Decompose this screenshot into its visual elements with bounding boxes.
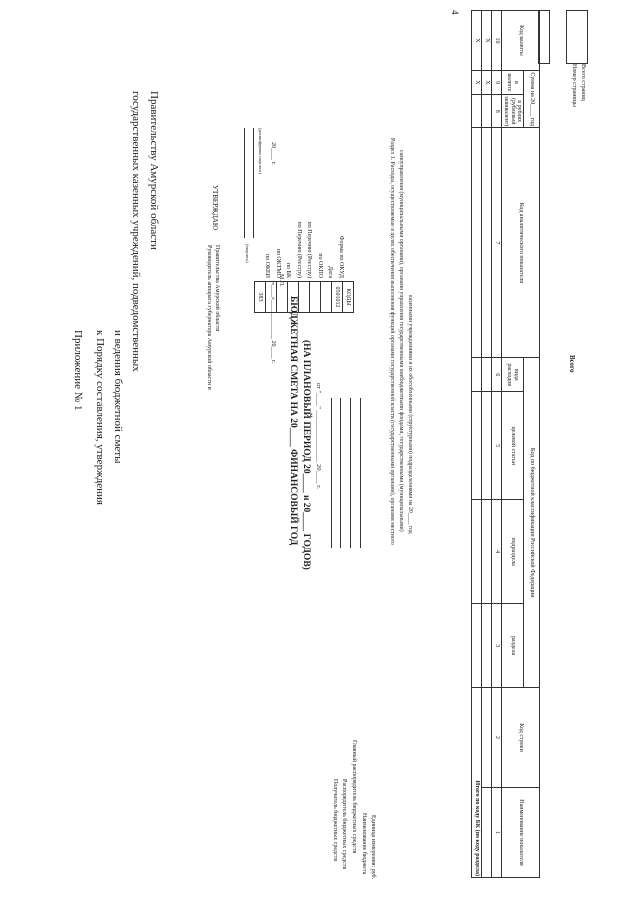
codes-value: 383	[255, 282, 266, 313]
info-line: Единица измерения: руб.	[370, 815, 376, 880]
appendix-title: Приложение № 1	[72, 330, 84, 411]
col-number: 4	[492, 500, 502, 604]
signature-caption: (подпись)	[245, 244, 250, 263]
approve-date: 20____ г.	[270, 142, 276, 165]
cell	[472, 500, 482, 604]
codes-label: Дата	[327, 266, 334, 278]
appendix-line: государственных казенных учреждений, подведомственных	[130, 91, 142, 372]
section-line: самоуправления (муниципальными органами), органами управления государственными внебюджетными фондами, государственными (муниципальными)	[398, 150, 404, 532]
cell-x: X	[472, 70, 482, 94]
info-underline	[350, 398, 351, 548]
cell	[472, 128, 482, 358]
stamp-place: М.П.	[278, 274, 284, 287]
itogo-row	[472, 11, 482, 878]
cell	[482, 358, 492, 392]
codes-value	[266, 282, 277, 313]
approve-line: Руководитель аппарата губернатора Амурской области и	[206, 245, 212, 390]
col-header-podrazdel: подраздела	[502, 500, 524, 604]
col-header-vid: вида расходов	[502, 358, 524, 392]
codes-label: по Перечню (Реестру)	[306, 221, 313, 278]
codes-labels	[260, 170, 344, 278]
cell	[472, 604, 482, 688]
col-number: 9	[492, 70, 502, 94]
col-header-sum: Сумма на 20____ год	[524, 70, 540, 127]
col-header-razdel: раздела	[502, 604, 524, 688]
table-row	[482, 11, 492, 878]
codes-value	[310, 282, 321, 313]
codes-value	[321, 282, 332, 313]
col-number: 5	[492, 392, 502, 500]
cell-x: X	[482, 11, 492, 71]
cell	[472, 94, 482, 128]
section-line: Раздел 1. Расходы, осуществляемые в целях обеспечения выполнения функций органами государственной власти (государственными органами), органами местного	[389, 138, 395, 545]
cell-x: X	[472, 11, 482, 71]
col-number: 8	[492, 94, 502, 128]
cell	[472, 392, 482, 500]
col-number: 2	[492, 688, 502, 788]
col-header-analytic: Код аналитического показателя	[502, 128, 540, 358]
itogo-label: Итого по коду БК (по коду раздела)	[472, 688, 482, 878]
vsego-label: Всего	[568, 355, 576, 373]
col-number: 3	[492, 604, 502, 688]
codes-label: по ОКПО	[317, 253, 323, 278]
cell	[472, 358, 482, 392]
vsego-box	[538, 10, 550, 64]
col-header-currency: в валюте	[502, 70, 524, 94]
cell	[482, 500, 492, 604]
info-underline	[360, 398, 361, 548]
codes-label: по БК	[285, 262, 292, 278]
codes-label: по Перечню (Реестру)	[296, 221, 302, 278]
page-number: 4	[450, 10, 460, 15]
codes-table	[254, 281, 354, 313]
page-number-label: Номер страницы	[571, 64, 577, 107]
col-header-currency-code: Код валюты	[502, 11, 540, 71]
col-number: 6	[492, 358, 502, 392]
title-line: БЮДЖЕТНАЯ СМЕТА НА 20____ ФИНАНСОВЫЙ ГОД	[288, 296, 298, 546]
cell	[482, 128, 492, 358]
codes-value	[288, 282, 299, 313]
codes-value	[299, 282, 310, 313]
info-underline	[340, 398, 341, 548]
col-number: 1	[492, 787, 502, 877]
codes-value: 0501012	[332, 282, 343, 313]
section-line: казенными учреждениями и их обособленными (структурными) подразделениями на 20____ год	[407, 295, 413, 534]
pages-total-label: Всего страниц	[580, 64, 586, 101]
col-header-stat: целевой статьи	[502, 392, 524, 500]
codes-header: КОДЫ	[343, 282, 354, 313]
col-header-row-code: Код строки	[502, 688, 540, 788]
decode-caption: (расшифровка подписи)	[258, 128, 263, 174]
cell-x: X	[482, 70, 492, 94]
codes-value	[277, 282, 288, 313]
cell	[482, 392, 492, 500]
col-header-bk: Код по бюджетной классификации Российской Федерации	[524, 358, 540, 688]
approve-date-full: «____»_____________ 20____ г.	[270, 282, 276, 364]
info-underline	[331, 398, 332, 548]
info-line: Главный распорядитель бюджетных средств	[351, 740, 357, 854]
approve-line: Правительства Амурской области	[214, 245, 220, 332]
col-number: 7	[492, 128, 502, 358]
info-line: Распорядитель бюджетных средств	[341, 779, 347, 870]
col-header-name: Наименование показателя	[502, 787, 540, 877]
info-line: Получатель бюджетных средств	[332, 779, 338, 862]
cell	[482, 787, 492, 877]
page-count-box	[566, 10, 588, 64]
cell	[482, 688, 492, 788]
appendix-line: к Порядку составления, утверждения	[94, 330, 106, 505]
cell	[482, 604, 492, 688]
codes-label: по ОКЕИ	[264, 253, 271, 278]
appendix-line: Правительству Амурской области	[148, 91, 160, 250]
signature-line	[244, 128, 245, 238]
title-line: (НА ПЛАНОВЫЙ ПЕРИОД 20____ и 20____ ГОДОВ)	[301, 340, 311, 570]
appendix-line: и ведения бюджетной сметы	[112, 330, 124, 464]
col-header-rub: в рублях (рублевый эквивалент)	[503, 95, 523, 127]
expenses-table	[471, 10, 540, 878]
info-line: Наименование бюджета	[361, 813, 367, 875]
codes-label: Форма по ОКУД	[338, 235, 344, 278]
decode-line	[253, 128, 254, 238]
cell	[482, 94, 492, 128]
title-date: от "____" ________________ 20____ г.	[315, 383, 322, 489]
col-number: 10	[492, 11, 502, 71]
column-numbers-row	[492, 11, 502, 878]
codes-label: по ОКТМО	[275, 248, 281, 278]
approve-title: УТВЕРЖДАЮ	[211, 185, 219, 231]
